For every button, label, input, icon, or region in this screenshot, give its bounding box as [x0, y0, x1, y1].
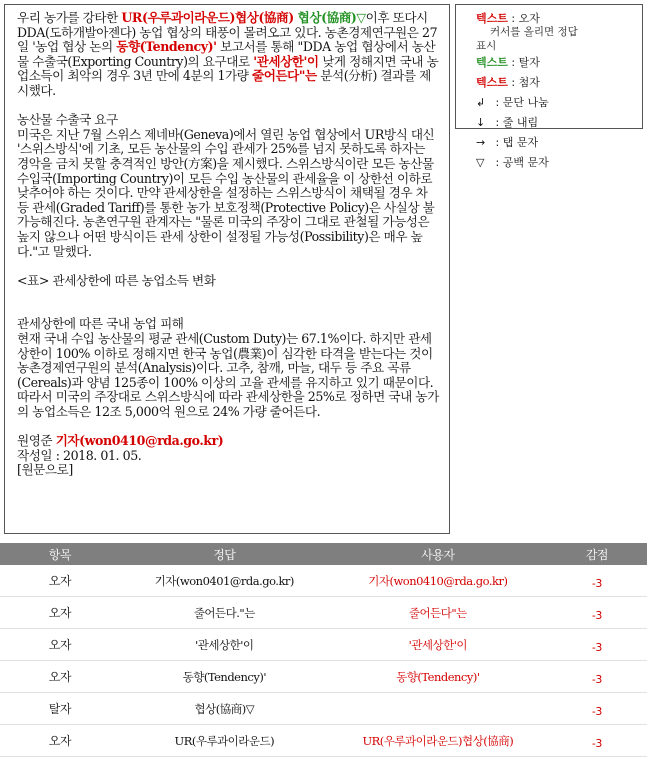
table-row: 오자 동향(Tendency)' 동향(Tendency)' -3: [0, 661, 647, 693]
reporter-line: 원영준 기자(won0410@rda.go.kr): [17, 433, 224, 449]
space-icon: ▽: [476, 156, 485, 169]
paragraph-icon: ↲: [476, 96, 486, 109]
typo-ur[interactable]: UR(우루과이라운드)협상(協商): [121, 10, 298, 25]
section-title-export: 농산물 수출국 요구: [17, 112, 118, 128]
header-user: 사용자: [329, 543, 547, 565]
legend-omission: 텍스트 : 탈자: [476, 56, 540, 69]
legend-panel: [455, 4, 643, 169]
typo-tendency[interactable]: 동향(Tendency)': [116, 39, 217, 55]
typo-decrease[interactable]: 줄어든다"는: [252, 68, 317, 84]
table-row: 오자 기자(won0401@rda.go.kr) 기자(won0410@rda.go.kr) -3: [0, 565, 647, 597]
paragraph-export: 미국은 지난 7월 스위스 제네바(Geneva)에서 열린 농업 협상에서 UR방식 대신 '스위스방식'에 기초, 모든 농산물의 수입 관세가 25%를 넘지 못하도록 하자는 경악을 금치 못할 충격적인 방안(方案)을 제시했다. 스위스방식이란 모든 농산물 수입국(Importing Country)이 모든 수입 농산물의 관세율을 이 상한선 이하로 낮추어야 하는 것이다. 만약 관세상한을 설정하는 스위스방식이 채택될 경우 차등 관세(Graded Tariff)를 통한 농가 보호정책(Protective Policy)은 사실상 불가능해진다. 농촌연구원 관계자는 "물론 미국의 주장이 그대로 관철될 가능성은 높지 않으나 어떤 방식이든 관세 상한이 설정될 가능성(Possibility)은 매우 높다."고 말했다.: [17, 126, 435, 259]
legend-linebreak: ↓ : 줄 내림: [476, 113, 642, 133]
typo-email[interactable]: 기자(won0410@rda.go.kr): [55, 433, 224, 449]
legend-addition: 텍스트 : 첨자: [476, 76, 540, 89]
table-row: 오자 '관세상한'이 '관세상한'이 -3: [0, 629, 647, 661]
header-penalty: 감점: [547, 543, 647, 565]
table-caption: <표> 관세상한에 따른 농업소득 변화: [17, 272, 216, 288]
typo-tariff-cap[interactable]: '관세상한'이: [253, 53, 319, 69]
table-row: 오자 줄어든다."는 줄어든다"는 -3: [0, 597, 647, 629]
table-row: 오자 UR(우루과이라운드) UR(우루과이라운드)협상(協商) -3: [0, 725, 647, 757]
results-table: [0, 543, 647, 757]
paragraph-damage-2: 따라서 미국의 주장대로 스위스방식에 따라 관세상한을 25%로 정하면 국내 농가의 농업소득은 12조 5,000억 원으로 24% 가량 줄어든다.: [17, 389, 439, 420]
document-panel: [4, 4, 450, 534]
line-break-icon: ↓: [476, 116, 486, 129]
legend-typo: 텍스트 : 오자 커서를 올리면 정답 표시: [476, 12, 578, 52]
paragraph-damage-1: 현재 국내 수입 농산물의 평균 관세(Custom Duty)는 67.1%이다. 하지만 관세상한이 100% 이하로 정해지면 한국 농업(農業)이 심각한 타격을 받는다는 것이 농촌경제연구원의 분석(Analysis)이다. 고추, 참깨, 마늘, 대두 등 주요 곡류(Cereals)과 양념 125종이 100% 이상의 고율 관세를 유지하고 있기 때문이다.: [17, 331, 434, 390]
origin-link[interactable]: [원문으로]: [17, 462, 73, 478]
omission-hyupsang[interactable]: 협상(協商)▽: [297, 10, 366, 25]
header-answer: 정답: [120, 543, 329, 565]
tab-icon: →: [476, 136, 486, 149]
legend-paragraph: ↲ : 문단 나눔: [476, 93, 642, 113]
header-item: 항목: [0, 543, 120, 565]
results-header-row: [0, 543, 647, 565]
table-row: 탈자 협상(協商)▽ -3: [0, 693, 647, 725]
paragraph-intro: 우리 농가를 강타한 UR(우루과이라운드)협상(協商) 협상(協商)▽이후 또다시 DDA(도하개발아젠다) 농업 협상의 태풍이 몰려오고 있다. 농촌경제연구원은 27일 '농업 협상 논의 동향(Tendency)' 보고서를 통해 "DDA 농업 협상에서 농산물 수출국(Exporting Country)의 요구대로 '관세상한'이 낮게 정해지면 국내 농업소득이 최악의 경우 3년 만에 4분의 1가량 줄어든다"는 분석(分析) 결과를 제시했다.: [17, 10, 439, 98]
date-line: 작성일 : 2018. 01. 05.: [17, 447, 142, 463]
legend-tab: → : 탭 문자: [476, 133, 642, 153]
legend-space: ▽ : 공백 문자: [476, 153, 642, 173]
section-title-damage: 관세상한에 따른 국내 농업 피해: [17, 316, 184, 332]
